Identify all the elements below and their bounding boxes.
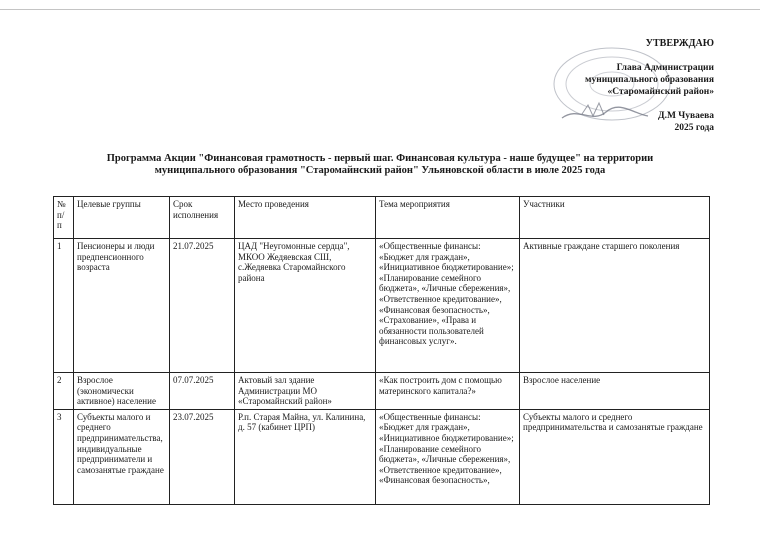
cell-date: 21.07.2025 [170, 239, 235, 373]
cell-place: Р.п. Старая Майна, ул. Калинина, д. 57 (кабинет ЦРП) [235, 409, 376, 504]
approval-signature: Д.М Чуваева [658, 111, 714, 121]
program-table [53, 196, 710, 505]
approval-position-line2: муниципального образования [585, 75, 714, 85]
table-header-row [54, 197, 710, 239]
header-topic: Тема мероприятия [376, 197, 520, 239]
cell-date: 23.07.2025 [170, 409, 235, 504]
cell-groups: Взрослое (экономически активное) население [74, 373, 170, 410]
cell-participants: Активные граждане старшего поколения [520, 239, 710, 373]
page-edge-line [0, 9, 760, 10]
header-participants: Участники [520, 197, 710, 239]
table-row [54, 373, 710, 410]
cell-place: Актовый зал здание Администрации МО «Старомайнский район» [235, 373, 376, 410]
cell-groups: Субъекты малого и среднего предпринимательства, индивидуальные предприниматели и самозанятые граждане [74, 409, 170, 504]
cell-num: 2 [54, 373, 74, 410]
cell-topic: «Общественные финансы: «Бюджет для граждан», «Инициативное бюджетирование»; «Планирование семейного бюджета», «Личные сбережения», «Ответственное кредитование», «Финансовая безопасность», [376, 409, 520, 504]
header-place: Место проведения [235, 197, 376, 239]
approval-position-line1: Глава Администрации [616, 63, 714, 73]
table-row [54, 409, 710, 504]
document-title [60, 153, 700, 177]
document-title-line1: Программа Акции "Финансовая грамотность - первый шаг. Финансовая культура - наше будущее" на территории [106, 153, 654, 164]
cell-participants: Взрослое население [520, 373, 710, 410]
cell-num: 3 [54, 409, 74, 504]
cell-date: 07.07.2025 [170, 373, 235, 410]
cell-topic: «Как построить дом с помощью материнского капитала?» [376, 373, 520, 410]
header-groups: Целевые группы [74, 197, 170, 239]
approval-year: 2025 года [674, 123, 714, 133]
cell-num: 1 [54, 239, 74, 373]
cell-topic: «Общественные финансы: «Бюджет для граждан», «Инициативное бюджетирование»; «Планирование семейного бюджета», «Личные сбережения», «Ответственное кредитование», «Финансовая безопасность», «Страхование», «Права и обязанности пользователей финансовых услуг». [376, 239, 520, 373]
document-title-line2: муниципального образования "Старомайнский район" Ульяновской области в июле 2025 года [154, 165, 606, 176]
table-row [54, 239, 710, 373]
header-date: Срок исполнения [170, 197, 235, 239]
approval-block [534, 38, 714, 134]
approval-heading: УТВЕРЖДАЮ [645, 38, 714, 49]
header-num: № п/ п [54, 197, 74, 239]
cell-participants: Субъекты малого и среднего предпринимательства и самозанятые граждане [520, 409, 710, 504]
approval-position-line3: «Старомайнский район» [607, 87, 714, 97]
cell-groups: Пенсионеры и люди предпенсионного возраста [74, 239, 170, 373]
cell-place: ЦАД "Неугомонные сердца", МКОО Жедяевская СШ, с.Жедяевка Старомайнского района [235, 239, 376, 373]
